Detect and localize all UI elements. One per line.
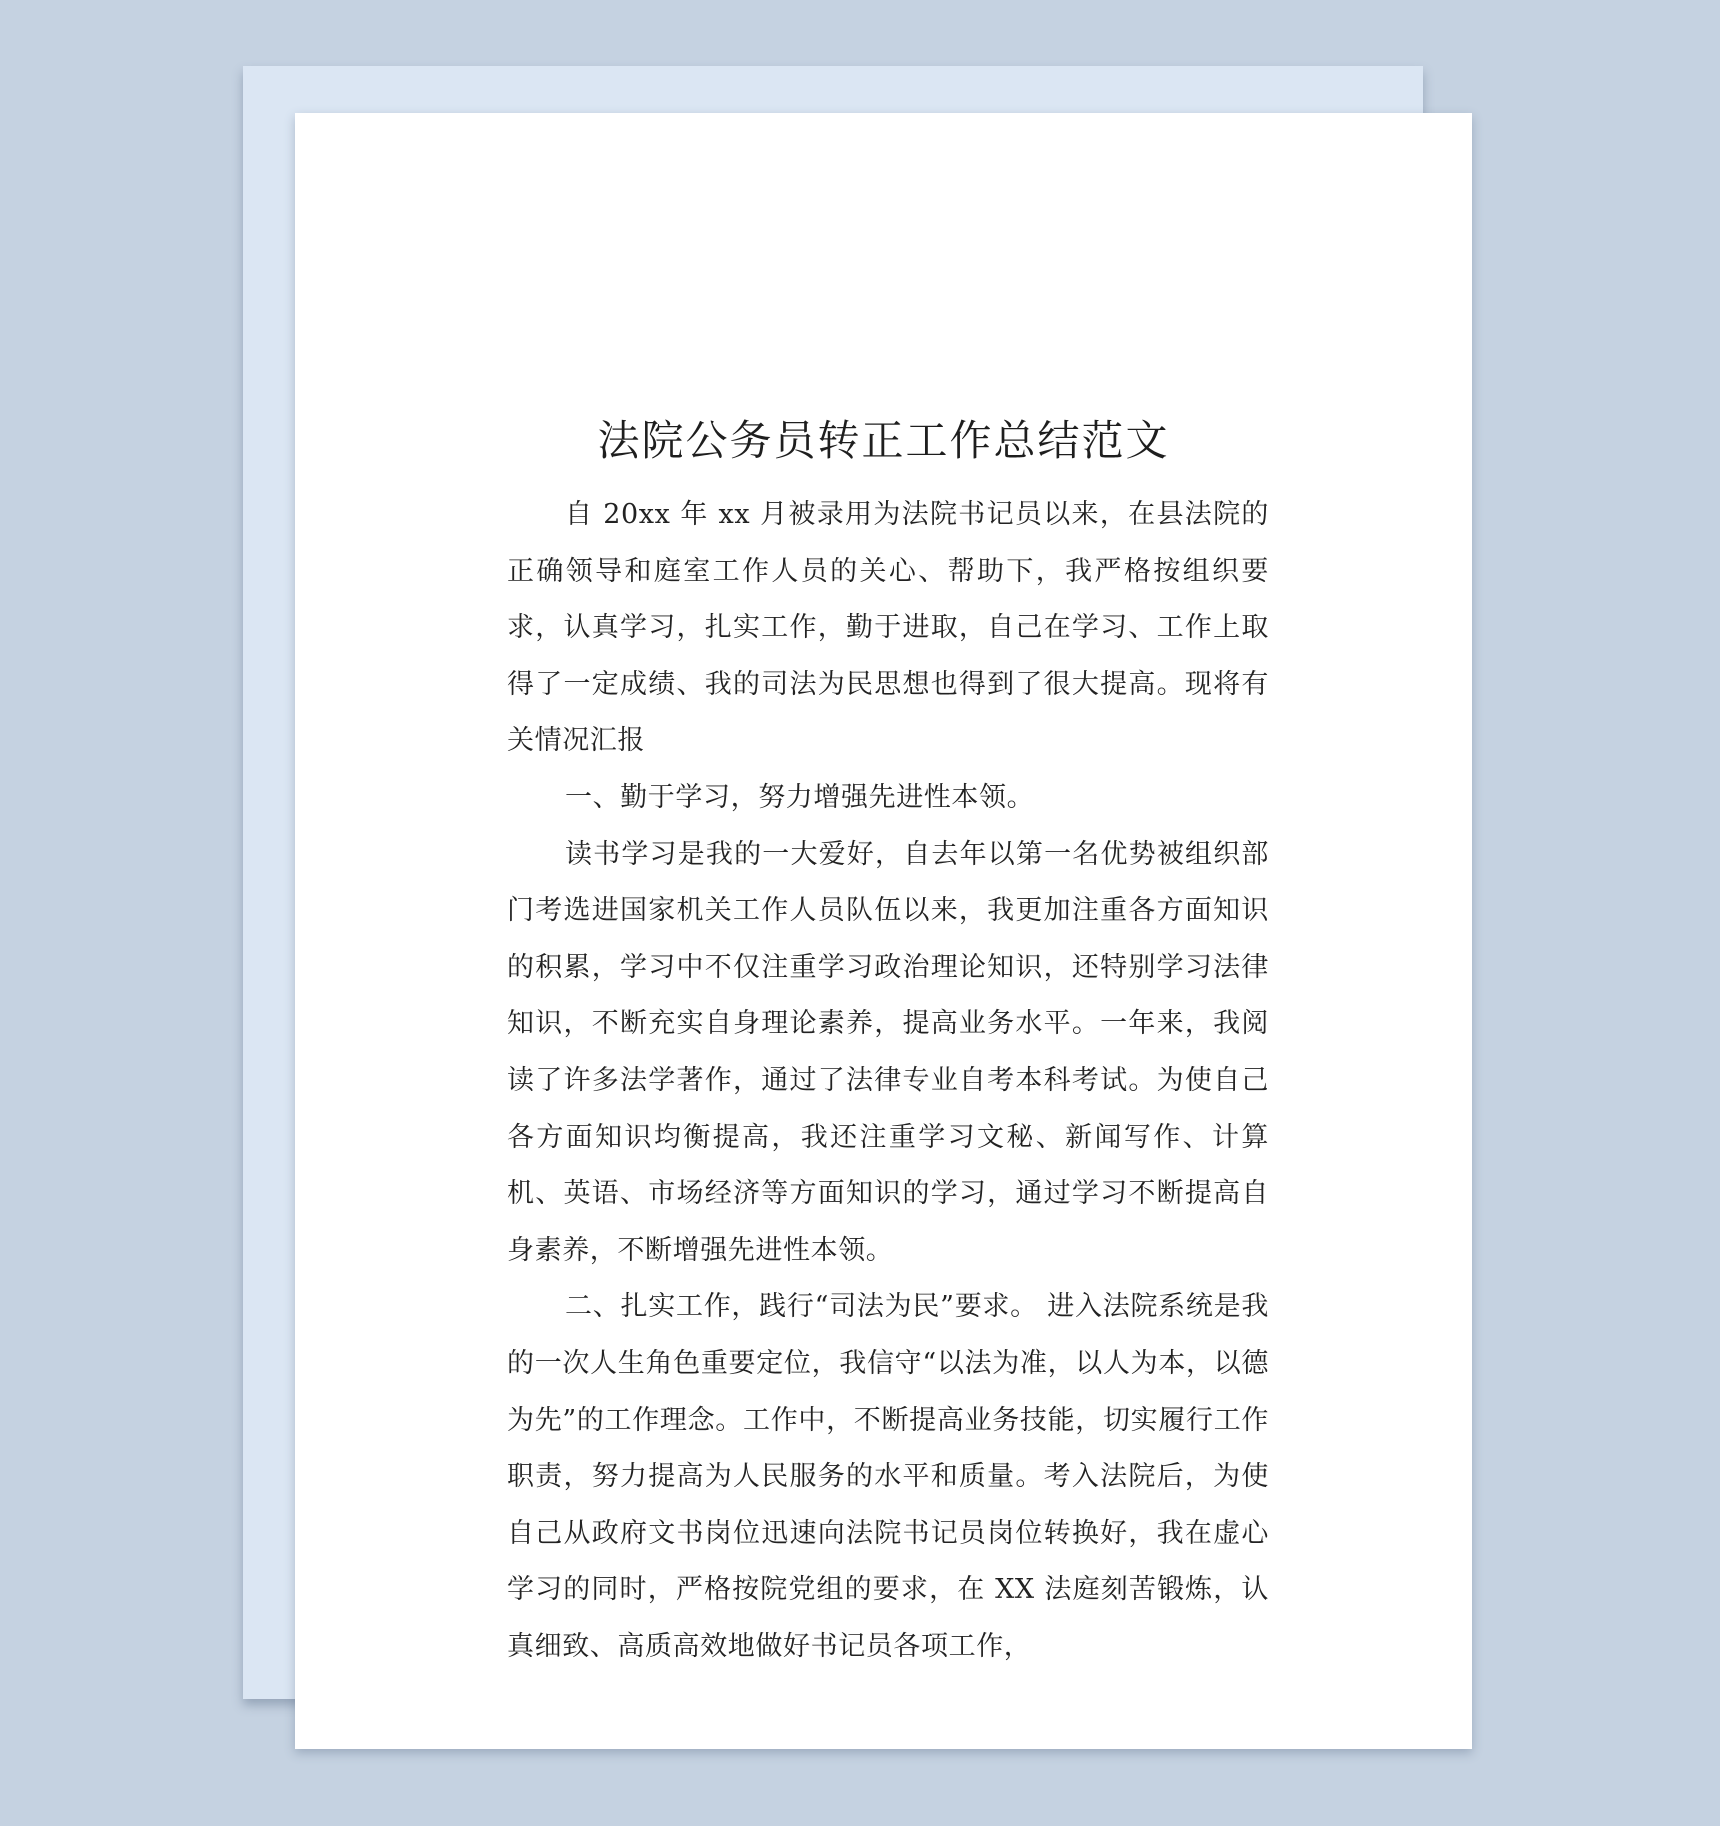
- paragraph-intro: 自 20xx 年 xx 月被录用为法院书记员以来，在县法院的正确领导和庭室工作人员的关心、帮助下，我严格按组织要求，认真学习，扎实工作，勤于进取，自己在学习、工作上取得了一定成绩、我的司法为民思想也得到了很大提高。现将有关情况汇报: [507, 499, 1269, 757]
- document-page: [295, 113, 1472, 1749]
- paragraph-section-1-heading: 一、勤于学习，努力增强先进性本领。: [565, 781, 1035, 813]
- document-title: 法院公务员转正工作总结范文: [597, 416, 1170, 465]
- document-body: [507, 487, 1269, 1675]
- paragraph-section-2: 二、扎实工作，践行“司法为民”要求。 进入法院系统是我的一次人生角色重要定位，我信守“以法为准，以人为本，以德为先”的工作理念。工作中，不断提高业务技能，切实履行工作职责，努力提高为人民服务的水平和质量。考入法院后，为使自己从政府文书岗位迅速向法院书记员岗位转换好，我在虚心学习的同时，严格按院党组的要求，在 XX 法庭刻苦锻炼，认真细致、高质高效地做好书记员各项工作，: [507, 1291, 1269, 1662]
- paragraph-section-1-body: 读书学习是我的一大爱好，自去年以第一名优势被组织部门考选进国家机关工作人员队伍以来，我更加注重各方面知识的积累，学习中不仅注重学习政治理论知识，还特别学习法律知识，不断充实自身理论素养，提高业务水平。一年来，我阅读了许多法学著作，通过了法律专业自考本科考试。为使自己各方面知识均衡提高，我还注重学习文秘、新闻写作、计算机、英语、市场经济等方面知识的学习，通过学习不断提高自身素养，不断增强先进性本领。: [507, 838, 1269, 1266]
